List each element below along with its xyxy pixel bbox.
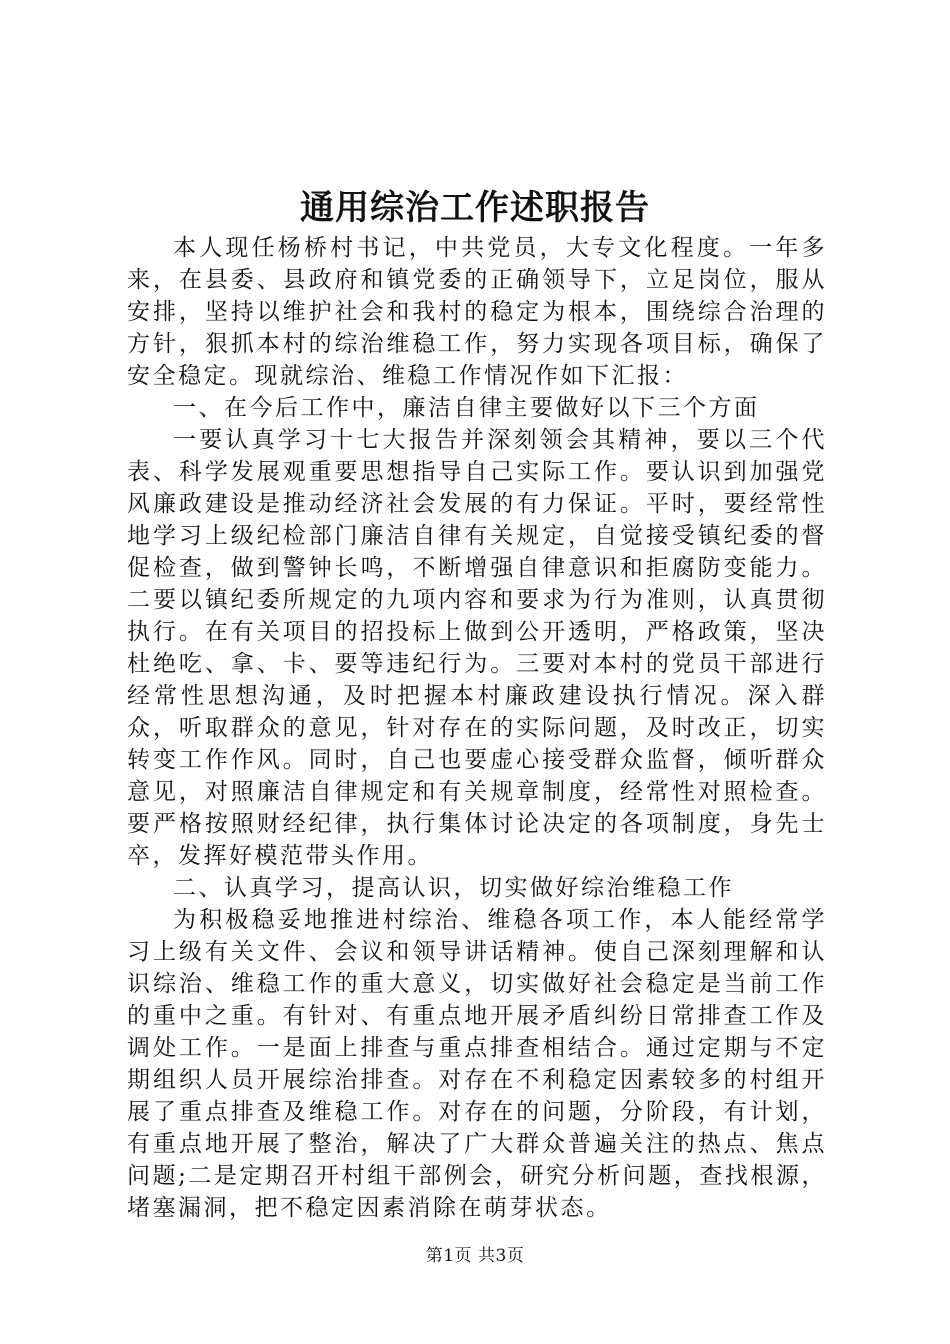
document-title: 通用综治工作述职报告 xyxy=(300,188,650,228)
page-number-footer: 第1页 共3页 xyxy=(425,1246,525,1266)
section-heading-2: 二、认真学习，提高认识，切实做好综治维稳工作 xyxy=(173,875,734,901)
paragraph-intro: 本人现任杨桥村书记，中共党员，大专文化程度。一年多来，在县委、县政府和镇党委的正确领导下，立足岗位，服从安排，坚持以维护社会和我村的稳定为根本，围绕综合治理的方针，狠抓本村的综治维稳工作，努力实现各项目标，确保了安全稳定。现就综治、维稳工作情况作如下汇报： xyxy=(127,235,827,389)
section-heading-1: 一、在今后工作中，廉洁自律主要做好以下三个方面 xyxy=(173,395,760,421)
paragraph-section-2: 为积极稳妥地推进村综治、维稳各项工作，本人能经常学习上级有关文件、会议和领导讲话精神。使自己深刻理解和认识综治、维稳工作的重大意义，切实做好社会稳定是当前工作的重中之重。有针对、有重点地开展矛盾纠纷日常排查工作及调处工作。一是面上排查与重点排查相结合。通过定期与不定期组织人员开展综治排查。对存在不利稳定因素较多的村组开展了重点排查及维稳工作。对存在的问题，分阶段，有计划，有重点地开展了整治，解决了广大群众普遍关注的热点、焦点问题;二是定期召开村组干部例会，研究分析问题，查找根源，堵塞漏洞，把不稳定因素消除在萌芽状态。 xyxy=(127,907,827,1221)
paragraph-section-1: 一要认真学习十七大报告并深刻领会其精神，要以三个代表、科学发展观重要思想指导自己实际工作。要认识到加强党风廉政建设是推动经济社会发展的有力保证。平时，要经常性地学习上级纪检部门廉洁自律有关规定，自觉接受镇纪委的督促检查，做到警钟长鸣，不断增强自律意识和拒腐防变能力。二要以镇纪委所规定的九项内容和要求为行为准则，认真贯彻执行。在有关项目的招投标上做到公开透明，严格政策，坚决杜绝吃、拿、卡、要等违纪行为。三要对本村的党员干部进行经常性思想沟通，及时把握本村廉政建设执行情况。深入群众，听取群众的意见，针对存在的实际问题，及时改正，切实转变工作作风。同时，自己也要虚心接受群众监督，倾听群众意见，对照廉洁自律规定和有关规章制度，经常性对照检查。要严格按照财经纪律，执行集体讨论决定的各项制度，身先士卒，发挥好模范带头作用。 xyxy=(127,427,827,869)
document-body xyxy=(127,232,827,1224)
